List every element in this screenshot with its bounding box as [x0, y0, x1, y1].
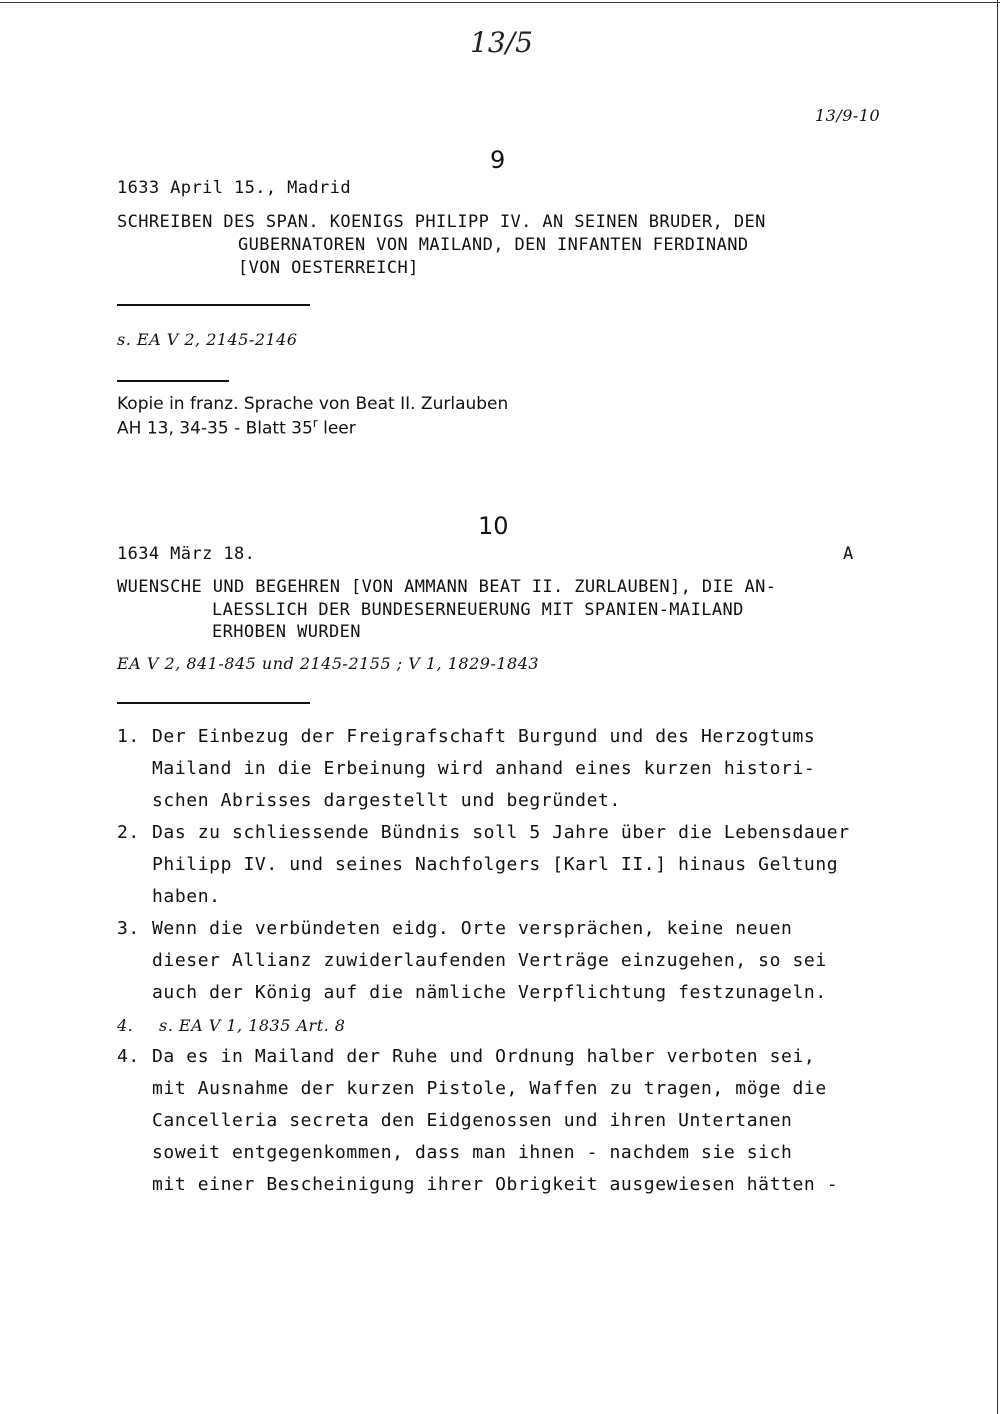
- archive-mark: 13/5: [470, 26, 533, 59]
- doc9-title-line-2: GUBERNATOREN VON MAILAND, DEN INFANTEN FERDINAND: [238, 235, 749, 255]
- item-3-line-3: auch der König auf die nämliche Verpflichtung festzunageln.: [152, 982, 827, 1003]
- doc9-separator-2: [117, 380, 229, 382]
- item-3-line-2: dieser Allianz zuwiderlaufenden Verträge einzugehen, so sei: [152, 950, 827, 971]
- doc10-title-line-3: ERHOBEN WURDEN: [212, 622, 361, 642]
- doc9-separator-1: [117, 304, 310, 306]
- doc9-title-line-1: SCHREIBEN DES SPAN. KOENIGS PHILIPP IV. AN SEINEN BRUDER, DEN: [117, 212, 766, 232]
- item-4-line-5: mit einer Bescheinigung ihrer Obrigkeit ausgewiesen hätten -: [152, 1174, 839, 1195]
- doc10-title-line-1: WUENSCHE UND BEGEHREN [VON AMMANN BEAT II. ZURLAUBEN], DIE AN-: [117, 577, 777, 597]
- doc10-separator: [117, 702, 310, 704]
- doc9-source-line-2-end: leer: [317, 418, 356, 439]
- item-1-line-1: Der Einbezug der Freigrafschaft Burgund und des Herzogtums: [152, 726, 816, 747]
- doc10-marker: A: [843, 544, 854, 564]
- doc9-source-line-2: [117, 416, 356, 439]
- doc10-date: 1634 März 18.: [117, 544, 256, 564]
- item-4-line-2: mit Ausnahme der kurzen Pistole, Waffen zu tragen, möge die: [152, 1078, 827, 1099]
- document-number-9: 9: [490, 146, 506, 174]
- doc10-title-line-2: LAESSLICH DER BUNDESERNEUERUNG MIT SPANIEN-MAILAND: [212, 600, 744, 620]
- doc9-source-superscript: r: [312, 416, 318, 430]
- item-1-number: 1.: [117, 726, 140, 747]
- item-4-line-4: soweit entgegenkommen, dass man ihnen - nachdem sie sich: [152, 1142, 793, 1163]
- item-4-line-3: Cancelleria secreta den Eidgenossen und ihren Untertanen: [152, 1110, 793, 1131]
- scan-border-right: [997, 0, 998, 1414]
- doc9-title-line-3: [VON OESTERREICH]: [238, 258, 419, 278]
- item-4-number: 4.: [117, 1046, 140, 1067]
- scan-border-top: [0, 2, 1000, 3]
- item-1-line-2: Mailand in die Erbeinung wird anhand eines kurzen histori-: [152, 758, 816, 779]
- doc9-date: 1633 April 15., Madrid: [117, 178, 351, 198]
- item-2-line-1: Das zu schliessende Bündnis soll 5 Jahre über die Lebensdauer: [152, 822, 850, 843]
- doc9-source-line-2-main: AH 13, 34-35 - Blatt 35: [117, 418, 313, 439]
- item-3-number: 3.: [117, 918, 140, 939]
- doc10-reference: EA V 2, 841-845 und 2145-2155 ; V 1, 1829-1843: [117, 654, 540, 673]
- document-number-10: 10: [478, 512, 509, 540]
- note-4-number: 4.: [117, 1016, 134, 1035]
- item-2-line-3: haben.: [152, 886, 221, 907]
- item-2-number: 2.: [117, 822, 140, 843]
- item-3-line-1: Wenn die verbündeten eidg. Orte versprächen, keine neuen: [152, 918, 793, 939]
- item-2-line-2: Philipp IV. und seines Nachfolgers [Karl II.] hinaus Geltung: [152, 854, 839, 875]
- item-1-line-3: schen Abrisses dargestellt und begründet.: [152, 790, 621, 811]
- note-4-reference: s. EA V 1, 1835 Art. 8: [159, 1016, 346, 1035]
- doc9-source-line-1: Kopie in franz. Sprache von Beat II. Zurlauben: [117, 394, 509, 414]
- item-4-line-1: Da es in Mailand der Ruhe und Ordnung halber verboten sei,: [152, 1046, 816, 1067]
- doc9-reference: s. EA V 2, 2145-2146: [117, 330, 298, 349]
- folio-reference: 13/9-10: [815, 106, 881, 125]
